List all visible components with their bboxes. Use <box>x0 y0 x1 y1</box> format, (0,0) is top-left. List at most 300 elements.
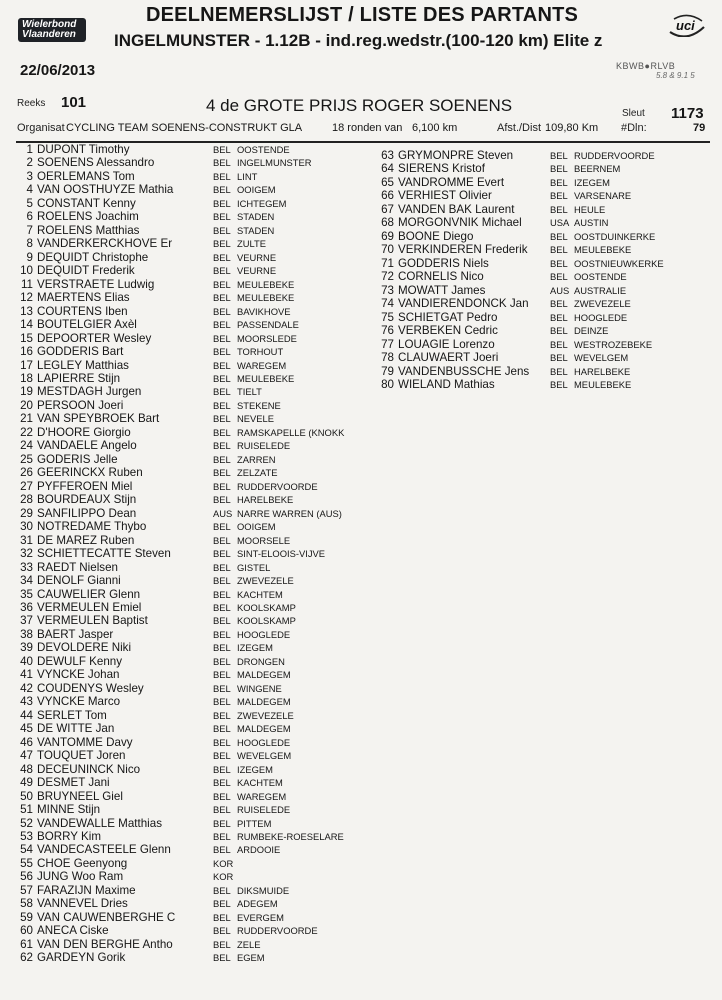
participant-nationality: BEL <box>550 298 568 310</box>
participant-nationality: BEL <box>550 271 568 283</box>
participant-nationality: BEL <box>213 521 231 533</box>
participant-club: ZULTE <box>237 238 266 250</box>
participant-name: VERBEKEN Cedric <box>398 324 498 338</box>
participant-number: 58 <box>20 897 33 911</box>
participant-name: OERLEMANS Tom <box>37 169 135 183</box>
participant-club: VARSENARE <box>574 190 632 202</box>
participant-name: DE MAREZ Ruben <box>37 533 135 547</box>
participant-name: VANNEVEL Dries <box>37 897 128 911</box>
participant-number: 72 <box>381 270 394 284</box>
participant-name: VANDENBUSSCHE Jens <box>398 364 530 378</box>
wielerbond-vlaanderen-logo <box>18 18 86 42</box>
participant-number: 25 <box>20 452 33 466</box>
participant-name: RAEDT Nielsen <box>37 560 118 574</box>
organisat-value: CYCLING TEAM SOENENS-CONSTRUKT GLA <box>66 122 303 134</box>
participant-name: ROELENS Joachim <box>37 210 139 224</box>
participant-name: WIELAND Mathias <box>398 377 495 391</box>
participant-name: PERSOON Joeri <box>37 398 124 412</box>
participant-name: DECEUNINCK Nico <box>37 762 141 776</box>
participant-name: VAN CAUWENBERGHE C <box>37 910 176 924</box>
participant-number: 17 <box>20 358 33 372</box>
participant-club: MALDEGEM <box>237 696 291 708</box>
participant-club: BEERNEM <box>574 163 621 175</box>
participant-nationality: BEL <box>213 615 231 627</box>
participant-nationality: BEL <box>213 359 231 371</box>
participant-name: COUDENYS Wesley <box>37 681 144 695</box>
race-subtitle: INGELMUNSTER - 1.12B - ind.reg.wedstr.(100-120 km) Elite z <box>114 31 603 50</box>
participant-club: HOOGLEDE <box>237 628 291 640</box>
participant-club: ZARREN <box>237 453 276 465</box>
participant-club: KACHTEM <box>237 588 283 600</box>
participant-nationality: BEL <box>213 346 231 358</box>
participant-name: LEGLEY Matthias <box>37 358 129 372</box>
participant-number: 63 <box>381 149 394 162</box>
uci-logo-text: uci <box>676 18 695 33</box>
participant-number: 53 <box>20 829 33 843</box>
participant-number: 15 <box>20 331 33 345</box>
participant-club: MEULEBEKE <box>237 292 295 304</box>
participant-club: EGEM <box>237 952 265 964</box>
participant-number: 80 <box>381 377 394 391</box>
participant-number: 11 <box>20 277 33 291</box>
participant-club: AUSTIN <box>574 217 609 229</box>
participant-name: CONSTANT Kenny <box>37 196 136 210</box>
participant-number: 19 <box>20 385 33 399</box>
participant-name: JUNG Woo Ram <box>37 870 124 884</box>
participant-number: 39 <box>20 641 33 655</box>
participant-number: 35 <box>20 587 33 601</box>
participant-nationality: AUS <box>550 284 570 296</box>
participant-club: RAMSKAPELLE (KNOKK <box>237 426 345 438</box>
participant-name: DEPOORTER Wesley <box>37 331 152 345</box>
participant-name: TOUQUET Joren <box>37 749 126 763</box>
participant-club: ZWEVEZELE <box>237 709 294 721</box>
participant-club: OOSTDUINKERKE <box>574 230 656 242</box>
reeks-label: Reeks <box>17 98 46 109</box>
participant-number: 73 <box>381 283 394 297</box>
participant-club: NEVELE <box>237 413 274 425</box>
uci-logo <box>666 13 708 37</box>
participant-number: 1 <box>26 143 33 156</box>
participant-club: ZELZATE <box>237 467 278 479</box>
participant-name: CAUWELIER Glenn <box>37 587 141 601</box>
participant-name: VANDEWALLE Matthias <box>37 816 162 830</box>
participant-number: 74 <box>381 297 394 311</box>
participant-nationality: BEL <box>213 144 231 155</box>
participant-club: ZELE <box>237 938 261 950</box>
participant-club: RUISELEDE <box>237 804 291 816</box>
participant-name: SCHIETGAT Pedro <box>398 310 498 324</box>
participant-club: IZEGEM <box>574 176 610 188</box>
participant-club: HARELBEKE <box>574 365 631 377</box>
participant-name: ROELENS Matthias <box>37 223 140 237</box>
participant-name: DE WITTE Jan <box>37 722 115 736</box>
participant-club: MOORSLEDE <box>237 332 297 344</box>
participant-club: VEURNE <box>237 251 277 263</box>
participant-number: 4 <box>26 183 33 197</box>
participant-name: SOENENS Alessandro <box>37 156 155 170</box>
participant-name: GODDERIS Niels <box>398 256 489 270</box>
participant-name: CORNELIS Nico <box>398 270 484 284</box>
participant-number: 62 <box>20 951 33 965</box>
participant-name: BOURDEAUX Stijn <box>37 493 137 507</box>
participant-club: DEINZE <box>574 325 609 337</box>
participant-number: 38 <box>20 627 33 641</box>
participant-nationality: BEL <box>213 413 231 425</box>
participant-number: 14 <box>20 318 33 332</box>
participant-nationality: BEL <box>213 642 231 654</box>
participant-number: 55 <box>20 856 33 870</box>
participant-number: 33 <box>20 560 33 574</box>
participant-number: 43 <box>20 695 33 709</box>
participant-club: KOOLSKAMP <box>237 601 296 613</box>
participant-name: MINNE Stijn <box>37 803 101 817</box>
participant-club: IZEGEM <box>237 763 273 775</box>
participant-club: HOOGLEDE <box>237 736 291 748</box>
participant-nationality: BEL <box>213 332 231 344</box>
participant-number: 46 <box>20 735 33 749</box>
participant-number: 44 <box>20 708 33 722</box>
participant-name: CHOE Geenyong <box>37 856 128 870</box>
participant-nationality: BEL <box>550 311 568 323</box>
stamp-scribble: 5.8 & 9.1 5 <box>656 71 695 80</box>
participant-club: KACHTEM <box>237 777 283 789</box>
participant-club: MOORSELE <box>237 534 291 546</box>
participant-club: ADEGEM <box>237 898 278 910</box>
participant-number: 61 <box>20 937 33 951</box>
participant-club: PITTEM <box>237 817 272 829</box>
participant-number: 13 <box>20 304 33 318</box>
participant-number: 56 <box>20 870 33 884</box>
kbwb-stamp: KBWB●RLVB <box>616 61 676 71</box>
participant-club: MEULEBEKE <box>237 372 295 384</box>
participant-number: 67 <box>381 202 394 216</box>
participant-club: EVERGEM <box>237 911 284 923</box>
participant-nationality: BEL <box>213 723 231 735</box>
participant-nationality: BEL <box>213 763 231 775</box>
participant-nationality: BEL <box>213 911 231 923</box>
participant-number: 47 <box>20 749 33 763</box>
participant-name: PYFFEROEN Miel <box>37 479 133 493</box>
participant-club: MALDEGEM <box>237 669 291 681</box>
participant-name: LAPIERRE Stijn <box>37 371 121 385</box>
distance-per-round: 6,100 km <box>412 122 458 134</box>
participant-nationality: BEL <box>213 399 231 411</box>
participant-club: TORHOUT <box>237 346 284 358</box>
logo-text-line-2: Vlaanderen <box>22 29 76 40</box>
participant-number: 37 <box>20 614 33 628</box>
participant-name: VAN SPEYBROEK Bart <box>37 412 160 426</box>
participant-number: 57 <box>20 883 33 897</box>
participant-club: STADEN <box>237 211 275 223</box>
participant-name: VERMEULEN Baptist <box>37 614 148 628</box>
participant-club: WAREGEM <box>237 790 287 802</box>
participant-name: SIERENS Kristof <box>398 162 485 176</box>
participant-name: DUPONT Timothy <box>37 143 130 156</box>
participant-number: 18 <box>20 371 33 385</box>
participant-name: VERHIEST Olivier <box>398 189 492 203</box>
participant-club: STADEN <box>237 224 275 236</box>
participant-name: GEERINCKX Ruben <box>37 466 143 480</box>
participant-nationality: USA <box>550 217 570 229</box>
participant-nationality: BEL <box>550 352 568 364</box>
participant-name: BOUTELGIER Axèl <box>37 318 137 332</box>
participant-number: 2 <box>26 156 33 170</box>
participant-club: ARDOOIE <box>237 844 281 856</box>
participant-nationality: BEL <box>213 696 231 708</box>
participant-nationality: BEL <box>213 467 231 479</box>
participant-number: 59 <box>20 910 33 924</box>
participant-nationality: BEL <box>550 230 568 242</box>
participant-number: 5 <box>26 196 33 210</box>
participant-number: 76 <box>381 324 394 338</box>
participant-club: BAVIKHOVE <box>237 305 291 317</box>
participant-nationality: BEL <box>550 203 568 215</box>
reeks-value: 101 <box>61 94 87 111</box>
participant-name: DEQUIDT Frederik <box>37 264 135 278</box>
sleut-label: Sleut <box>622 108 645 119</box>
participant-club: RUISELEDE <box>237 440 291 452</box>
participant-number: 75 <box>381 310 394 324</box>
participant-nationality: BEL <box>550 176 568 188</box>
participant-number: 12 <box>20 291 33 305</box>
participant-number: 79 <box>381 364 394 378</box>
participant-name: BORRY Kim <box>37 829 101 843</box>
participant-name: VANDEN BAK Laurent <box>398 202 515 216</box>
participant-nationality: BEL <box>550 338 568 350</box>
participant-nationality: BEL <box>213 278 231 290</box>
participant-number: 54 <box>20 843 33 857</box>
distance-label: Afst./Dist <box>497 122 542 134</box>
participant-number: 27 <box>20 479 33 493</box>
participant-name: VANDROMME Evert <box>398 175 505 189</box>
participant-nationality: BEL <box>550 244 568 256</box>
participant-name: VERSTRAETE Ludwig <box>37 277 155 291</box>
participant-number: 7 <box>26 223 33 237</box>
participant-club: RUMBEKE-ROESELARE <box>237 830 344 842</box>
participant-nationality: BEL <box>550 163 568 175</box>
participant-club: DRONGEN <box>237 655 285 667</box>
participant-nationality: BEL <box>213 655 231 667</box>
participant-name: FARAZIJN Maxime <box>37 883 136 897</box>
participant-nationality: BEL <box>213 184 231 196</box>
participant-name: VANTOMME Davy <box>37 735 133 749</box>
participant-club: WINGENE <box>237 682 282 694</box>
participant-number: 22 <box>20 425 33 439</box>
document-title: DEELNEMERSLIJST / LISTE DES PARTANTS <box>146 4 579 26</box>
participant-nationality: BEL <box>213 157 231 169</box>
participant-club: STEKENE <box>237 399 281 411</box>
participant-number: 20 <box>20 398 33 412</box>
participant-nationality: BEL <box>213 440 231 452</box>
participant-club: DIKSMUIDE <box>237 884 290 896</box>
participant-nationality: BEL <box>213 804 231 816</box>
participant-name: GRYMONPRE Steven <box>398 149 514 162</box>
participant-name: VANDIERENDONCK Jan <box>398 297 529 311</box>
dln-label: #Dln: <box>621 122 647 134</box>
participant-club: WEVELGEM <box>574 352 629 364</box>
participant-nationality: BEL <box>213 319 231 331</box>
participant-name: MORGONVNIK Michael <box>398 216 522 230</box>
participant-club: OOIGEM <box>237 521 276 533</box>
participant-club: IZEGEM <box>237 642 273 654</box>
participant-number: 66 <box>381 189 394 203</box>
logo-text-line-1: Wielerbond <box>22 19 77 30</box>
participant-nationality: BEL <box>213 777 231 789</box>
participant-club: SINT-ELOOIS-VIJVE <box>237 548 326 560</box>
participant-number: 8 <box>26 237 33 251</box>
participant-number: 65 <box>381 175 394 189</box>
participant-club: MALDEGEM <box>237 723 291 735</box>
participant-nationality: BEL <box>213 561 231 573</box>
participant-club: WEVELGEM <box>237 750 292 762</box>
organisat-label: Organisat <box>17 122 65 134</box>
participant-club: INGELMUNSTER <box>237 157 312 169</box>
participant-club: HEULE <box>574 203 606 215</box>
participant-name: VAN OOSTHUYZE Mathia <box>37 183 174 197</box>
participant-nationality: BEL <box>213 952 231 964</box>
participant-nationality: BEL <box>213 628 231 640</box>
participant-club: ZWEVEZELE <box>237 575 294 587</box>
participant-number: 42 <box>20 681 33 695</box>
participant-nationality: BEL <box>213 170 231 182</box>
participant-name: NOTREDAME Thybo <box>37 520 147 534</box>
participant-nationality: BEL <box>213 224 231 236</box>
participant-nationality: BEL <box>213 494 231 506</box>
participant-club: MEULEBEKE <box>237 278 295 290</box>
participant-name: BAERT Jasper <box>37 627 114 641</box>
participant-name: SCHIETTECATTE Steven <box>37 547 171 561</box>
participant-number: 10 <box>20 264 33 278</box>
participant-club: HOOGLEDE <box>574 311 628 323</box>
participant-club: ICHTEGEM <box>237 197 287 209</box>
participant-number: 28 <box>20 493 33 507</box>
participant-nationality: BEL <box>213 750 231 762</box>
participant-nationality: BEL <box>213 197 231 209</box>
participant-number: 52 <box>20 816 33 830</box>
participant-nationality: BEL <box>213 682 231 694</box>
participant-number: 50 <box>20 789 33 803</box>
participant-number: 29 <box>20 506 33 520</box>
participant-number: 78 <box>381 351 394 365</box>
participant-number: 24 <box>20 439 33 453</box>
participant-club: HARELBEKE <box>237 494 294 506</box>
participant-number: 51 <box>20 803 33 817</box>
distance-value: 109,80 Km <box>545 122 599 134</box>
participant-club: TIELT <box>237 386 262 398</box>
participant-club: LINT <box>237 170 258 182</box>
participant-name: VANDAELE Angelo <box>37 439 137 453</box>
dln-value: 79 <box>693 122 706 134</box>
participant-number: 21 <box>20 412 33 426</box>
participant-name: BOONE Diego <box>398 229 474 243</box>
participant-number: 71 <box>381 256 394 270</box>
participant-nationality: BEL <box>550 257 568 269</box>
participant-club: OOSTNIEUWKERKE <box>574 257 664 269</box>
participant-name: BRUYNEEL Giel <box>37 789 123 803</box>
participant-nationality: BEL <box>213 938 231 950</box>
participant-name: GODDERIS Bart <box>37 345 124 359</box>
participant-nationality: BEL <box>213 575 231 587</box>
participant-nationality: BEL <box>213 844 231 856</box>
participant-nationality: BEL <box>213 601 231 613</box>
participant-club: MEULEBEKE <box>574 244 632 256</box>
participant-name: LOUAGIE Lorenzo <box>398 337 495 351</box>
participant-number: 77 <box>381 337 394 351</box>
participant-club: VEURNE <box>237 265 277 277</box>
participant-nationality: KOR <box>213 871 234 883</box>
participant-name: D'HOORE Giorgio <box>37 425 131 439</box>
participant-name: MOWATT James <box>398 283 486 297</box>
participant-name: ANECA Ciske <box>37 924 109 938</box>
participant-name: DEWULF Kenny <box>37 654 123 668</box>
participant-club: OOSTENDE <box>237 144 290 155</box>
participant-club: NARRE WARREN (AUS) <box>237 507 342 519</box>
participant-number: 70 <box>381 243 394 257</box>
participant-nationality: BEL <box>213 669 231 681</box>
participant-nationality: BEL <box>213 898 231 910</box>
participant-nationality: BEL <box>213 790 231 802</box>
participant-number: 40 <box>20 654 33 668</box>
sleut-value: 1173 <box>671 105 704 122</box>
participant-number: 9 <box>26 250 33 264</box>
participant-name: MESTDAGH Jurgen <box>37 385 142 399</box>
participant-nationality: BEL <box>550 190 568 202</box>
participant-nationality: BEL <box>213 925 231 937</box>
participant-number: 3 <box>26 169 33 183</box>
participant-number: 32 <box>20 547 33 561</box>
participant-nationality: BEL <box>213 453 231 465</box>
race-date: 22/06/2013 <box>20 62 96 79</box>
participant-number: 36 <box>20 600 33 614</box>
participant-nationality: BEL <box>213 372 231 384</box>
participant-number: 41 <box>20 668 33 682</box>
participant-nationality: BEL <box>213 251 231 263</box>
participant-number: 45 <box>20 722 33 736</box>
participant-club: RUDDERVOORDE <box>237 925 318 937</box>
participant-name: DEVOLDERE Niki <box>37 641 132 655</box>
participant-nationality: BEL <box>213 426 231 438</box>
participant-name: VYNCKE Johan <box>37 668 120 682</box>
participant-number: 69 <box>381 229 394 243</box>
participant-nationality: BEL <box>213 211 231 223</box>
participant-nationality: BEL <box>213 534 231 546</box>
participant-number: 60 <box>20 924 33 938</box>
participant-club: PASSENDALE <box>237 319 299 331</box>
participant-nationality: BEL <box>213 588 231 600</box>
participant-nationality: BEL <box>550 378 568 390</box>
participant-nationality: BEL <box>213 238 231 250</box>
participant-number: 34 <box>20 574 33 588</box>
participant-number: 48 <box>20 762 33 776</box>
participant-nationality: KOR <box>213 857 234 869</box>
participant-club: KOOLSKAMP <box>237 615 296 627</box>
participant-club: WAREGEM <box>237 359 287 371</box>
participant-nationality: BEL <box>213 480 231 492</box>
participant-name: CLAUWAERT Joeri <box>398 351 499 365</box>
participant-name: VANDERKERCKHOVE Er <box>37 237 173 251</box>
participant-nationality: BEL <box>213 817 231 829</box>
participant-name: GARDEYN Gorik <box>37 951 126 965</box>
participant-name: VAN DEN BERGHE Antho <box>37 937 173 951</box>
participant-nationality: BEL <box>550 150 568 161</box>
participant-name: DENOLF Gianni <box>37 574 121 588</box>
participant-nationality: BEL <box>550 325 568 337</box>
participant-club: WESTROZEBEKE <box>574 338 653 350</box>
race-name: 4 de GROTE PRIJS ROGER SOENENS <box>206 96 513 115</box>
participant-club: RUDDERVOORDE <box>574 150 655 161</box>
participant-number: 49 <box>20 776 33 790</box>
